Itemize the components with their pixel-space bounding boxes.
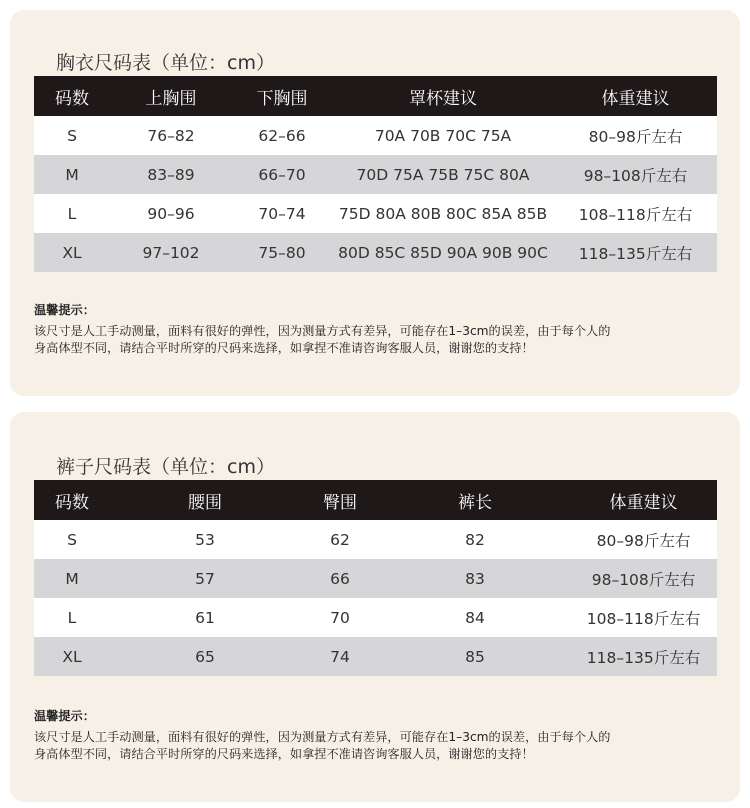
table-row <box>34 559 717 598</box>
bra-chart-title: 胸衣尺码表（单位：cm） <box>56 52 275 74</box>
tip-text: 身高体型不同，请结合平时所穿的尺码来选择，如拿捏不准请咨询客服人员，谢谢您的支持！ <box>34 747 534 761</box>
tip-title: 温馨提示： <box>34 303 95 317</box>
table-cell: 108–118斤左右 <box>578 205 693 224</box>
table-row <box>34 637 717 676</box>
table-cell: 108–118斤左右 <box>586 609 701 628</box>
header-cell: 码数 <box>55 88 89 109</box>
table-cell: 118–135斤左右 <box>586 648 701 667</box>
table-cell: 90–96 <box>147 204 195 223</box>
table-cell: 76–82 <box>147 126 195 145</box>
table-cell: 61 <box>195 608 215 627</box>
table-cell: 53 <box>195 530 215 549</box>
table-cell: 82 <box>465 530 485 549</box>
table-cell: 85 <box>465 647 485 666</box>
table-cell: 83 <box>465 569 485 588</box>
table-cell: 70–74 <box>258 204 306 223</box>
pants-table-header <box>34 480 717 520</box>
tip-text: 身高体型不同，请结合平时所穿的尺码来选择，如拿捏不准请咨询客服人员，谢谢您的支持！ <box>34 341 534 355</box>
table-cell: 65 <box>195 647 215 666</box>
tip-text: 该尺寸是人工手动测量，面料有很好的弹性，因为测量方式有差异，可能存在1–3cm的误差，由于每个人的 <box>34 730 611 744</box>
pants-size-table <box>34 480 717 676</box>
pants-tip <box>34 708 734 763</box>
table-row <box>34 520 717 559</box>
header-cell: 上胸围 <box>145 88 197 109</box>
pants-size-card <box>10 412 740 802</box>
header-cell: 体重建议 <box>601 88 670 109</box>
table-cell: 70D 75A 75B 75C 80A <box>356 165 530 184</box>
header-cell: 裤长 <box>458 492 492 513</box>
header-cell: 腰围 <box>188 492 222 513</box>
table-cell: 97–102 <box>142 243 200 262</box>
table-cell: 80–98斤左右 <box>596 531 691 550</box>
table-cell: 84 <box>465 608 485 627</box>
table-cell: M <box>65 165 79 184</box>
table-cell: S <box>67 126 77 145</box>
bra-size-table <box>34 76 717 272</box>
table-cell: 57 <box>195 569 215 588</box>
table-cell: 70A 70B 70C 75A <box>374 126 512 145</box>
table-cell: XL <box>62 647 82 666</box>
table-cell: 62 <box>330 530 350 549</box>
table-cell: S <box>67 530 77 549</box>
table-cell: 98–108斤左右 <box>583 166 688 185</box>
table-cell: 62–66 <box>258 126 306 145</box>
table-row <box>34 116 717 155</box>
bra-tip <box>34 302 734 357</box>
table-cell: L <box>67 608 77 627</box>
table-cell: 118–135斤左右 <box>578 244 693 263</box>
table-row <box>34 598 717 637</box>
table-row <box>34 194 717 233</box>
table-cell: 80–98斤左右 <box>588 127 683 146</box>
header-cell: 罩杯建议 <box>409 88 477 109</box>
table-row <box>34 233 717 272</box>
header-cell: 码数 <box>55 492 89 513</box>
table-cell: 83–89 <box>147 165 195 184</box>
pants-chart-title: 裤子尺码表（单位：cm） <box>56 456 275 478</box>
header-cell: 臀围 <box>323 492 357 513</box>
table-cell: L <box>67 204 77 223</box>
bra-size-card <box>10 10 740 396</box>
header-cell: 下胸围 <box>256 88 308 109</box>
tip-text: 该尺寸是人工手动测量，面料有很好的弹性，因为测量方式有差异，可能存在1–3cm的误差，由于每个人的 <box>34 324 611 338</box>
table-cell: XL <box>62 243 82 262</box>
header-cell: 体重建议 <box>609 492 678 513</box>
table-cell: 75D 80A 80B 80C 85A 85B <box>338 204 548 223</box>
table-cell: M <box>65 569 79 588</box>
table-cell: 66–70 <box>258 165 306 184</box>
table-cell: 75–80 <box>258 243 306 262</box>
table-row <box>34 155 717 194</box>
tip-title: 温馨提示： <box>34 709 95 723</box>
table-cell: 98–108斤左右 <box>591 570 696 589</box>
table-cell: 70 <box>330 608 350 627</box>
table-cell: 74 <box>330 647 350 666</box>
table-cell: 80D 85C 85D 90A 90B 90C <box>338 243 548 262</box>
table-cell: 66 <box>330 569 350 588</box>
bra-table-header <box>34 76 717 116</box>
